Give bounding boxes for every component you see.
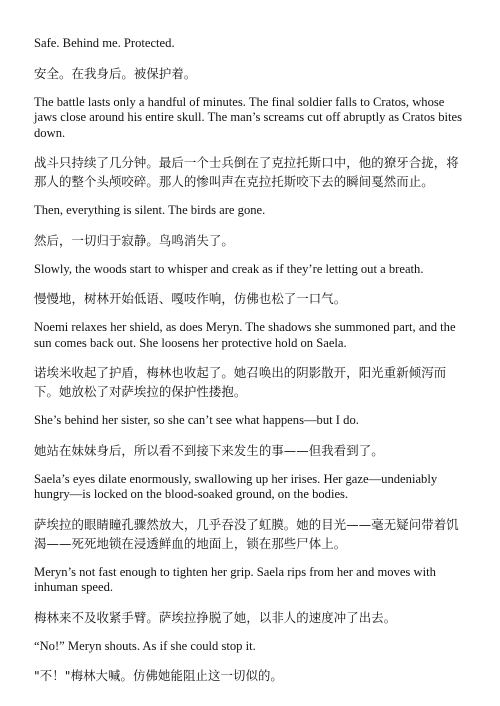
paragraph-en-7: Saela’s eyes dilate enormously, swallowing up her irises. Her gaze—undeniably hungry—is locked on the blood-soaked ground, on the bodies. (34, 471, 438, 501)
paragraph-en-5: Noemi relaxes her shield, as does Meryn. The shadows she summoned part, and the sun comes back out. She loosens her protective hold on Saela. (34, 320, 456, 350)
paragraph-en-1: Safe. Behind me. Protected. (34, 36, 175, 50)
paragraph-en-3: Then, everything is silent. The birds are gone. (34, 203, 266, 217)
paragraph-zh-7: 萨埃拉的眼睛瞳孔骤然放大，几乎吞没了虹膜。她的目光——毫无疑问带着饥渴——死死地锁在浸透鲜血的地面上，锁在那些尸体上。 (34, 516, 459, 551)
document-page (34, 36, 466, 697)
paragraph-zh-6: 她站在妹妹身后，所以看不到接下来发生的事——但我看到了。 (34, 442, 384, 458)
paragraph-zh-4: 慢慢地，树林开始低语、嘎吱作响，仿佛也松了一口气。 (34, 291, 347, 306)
paragraph-zh-8: 梅林来不及收紧手臂。萨埃拉挣脱了她，以非人的速度冲了出去。 (34, 609, 397, 625)
paragraph-zh-3: 然后，一切归于寂静。鸟鸣消失了。 (34, 232, 234, 248)
paragraph-zh-2: 战斗只持续了几分钟。最后一个士兵倒在了克拉托斯口中，他的獠牙合拢，将那人的整个头颅咬碎。那人的惨叫声在克拉托斯咬下去的瞬间戛然而止。 (34, 155, 459, 189)
paragraph-en-8: Meryn’s not fast enough to tighten her grip. Saela rips from her and moves with inhuman speed. (34, 564, 436, 594)
paragraph-en-4: Slowly, the woods start to whisper and creak as if they’re letting out a breath. (34, 261, 424, 276)
paragraph-en-9: “No!” Meryn shouts. As if she could stop it. (34, 638, 256, 653)
paragraph-en-6: She’s behind her sister, so she can’t see what happens—but I do. (34, 413, 359, 427)
paragraph-zh-5: 诺埃米收起了护盾，梅林也收起了。她召唤出的阴影散开，阳光重新倾泻而下。她放松了对萨埃拉的保护性搂抱。 (34, 365, 447, 399)
paragraph-en-2: The battle lasts only a handful of minutes. The final soldier falls to Cratos, whose jaws close around his entire skull. The man’s screams cut off abruptly as Cratos bites down. (34, 94, 462, 140)
paragraph-zh-9: "不！"梅林大喊。仿佛她能阻止这一切似的。 (34, 668, 283, 683)
paragraph-zh-1: 安全。在我身后。被保护着。 (34, 65, 197, 81)
